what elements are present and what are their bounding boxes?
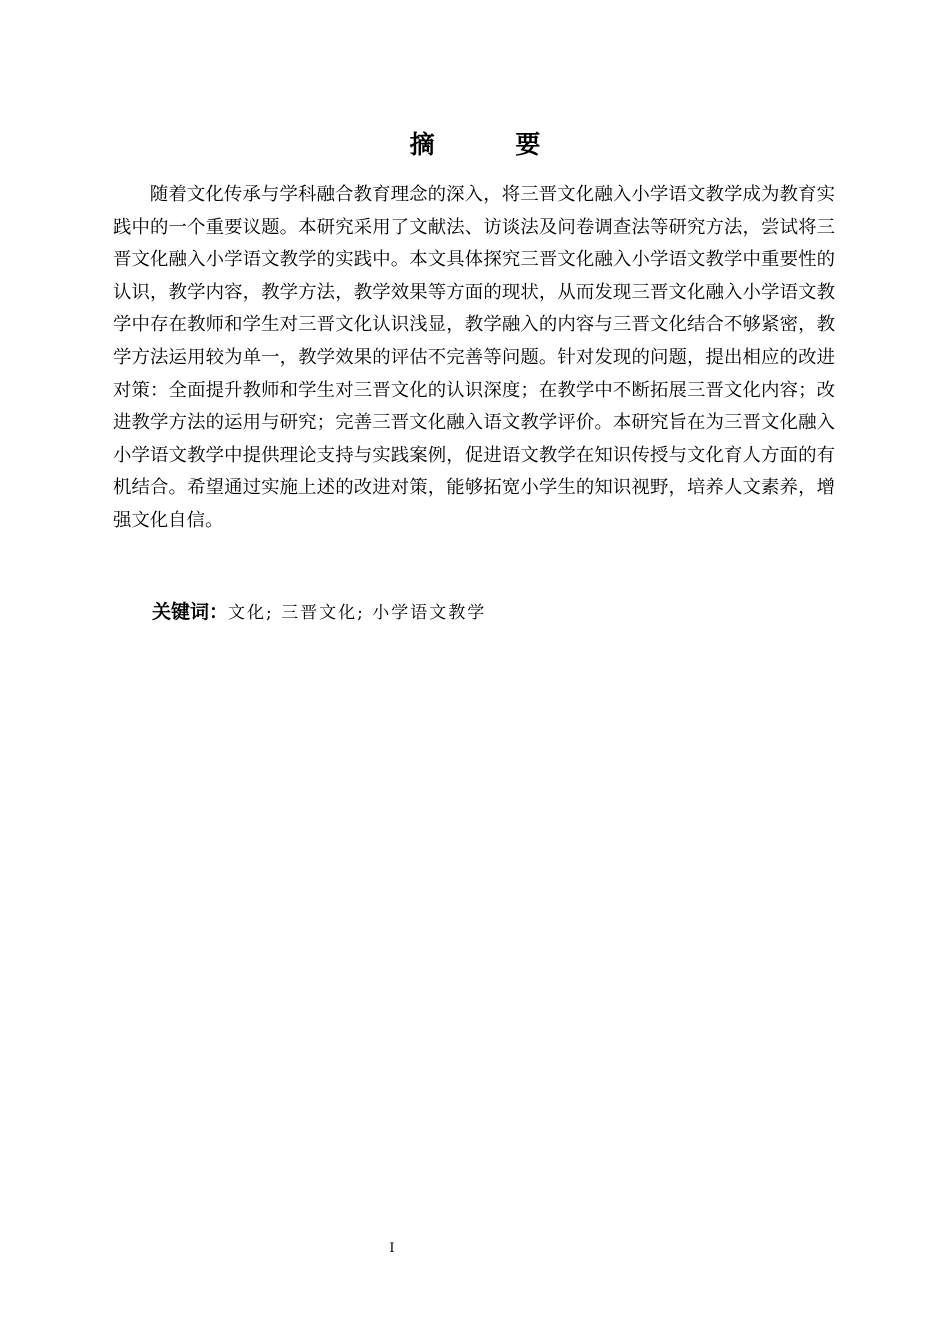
- keywords-line: [152, 598, 486, 627]
- keywords-text: 文化; 三晋文化; 小学语文教学: [228, 603, 487, 623]
- page-number: I: [389, 1241, 395, 1256]
- abstract-body: 随着文化传承与学科融合教育理念的深入，将三晋文化融入小学语文教学成为教育实践中的一个重要议题。本研究采用了文献法、访谈法及问卷调查法等研究方法，尝试将三晋文化融入小学语文教学的实践中。本文具体探究三晋文化融入小学语文教学中重要性的认识，教学内容，教学方法，教学效果等方面的现状，从而发现三晋文化融入小学语文教学中存在教师和学生对三晋文化认识浅显，教学融入的内容与三晋文化结合不够紧密，教学方法运用较为单一，教学效果的评估不完善等问题。针对发现的问题，提出相应的改进对策：全面提升教师和学生对三晋文化的认识深度；在教学中不断拓展三晋文化内容；改进教学方法的运用与研究；完善三晋文化融入语文教学评价。本研究旨在为三晋文化融入小学语文教学中提供理论支持与实践案例，促进语文教学在知识传授与文化育人方面的有机结合。希望通过实施上述的改进对策，能够拓宽小学生的知识视野，培养人文素养，增强文化自信。: [113, 184, 835, 531]
- abstract-heading: 摘 要: [409, 130, 577, 159]
- keywords-label: 关键词：: [152, 601, 229, 623]
